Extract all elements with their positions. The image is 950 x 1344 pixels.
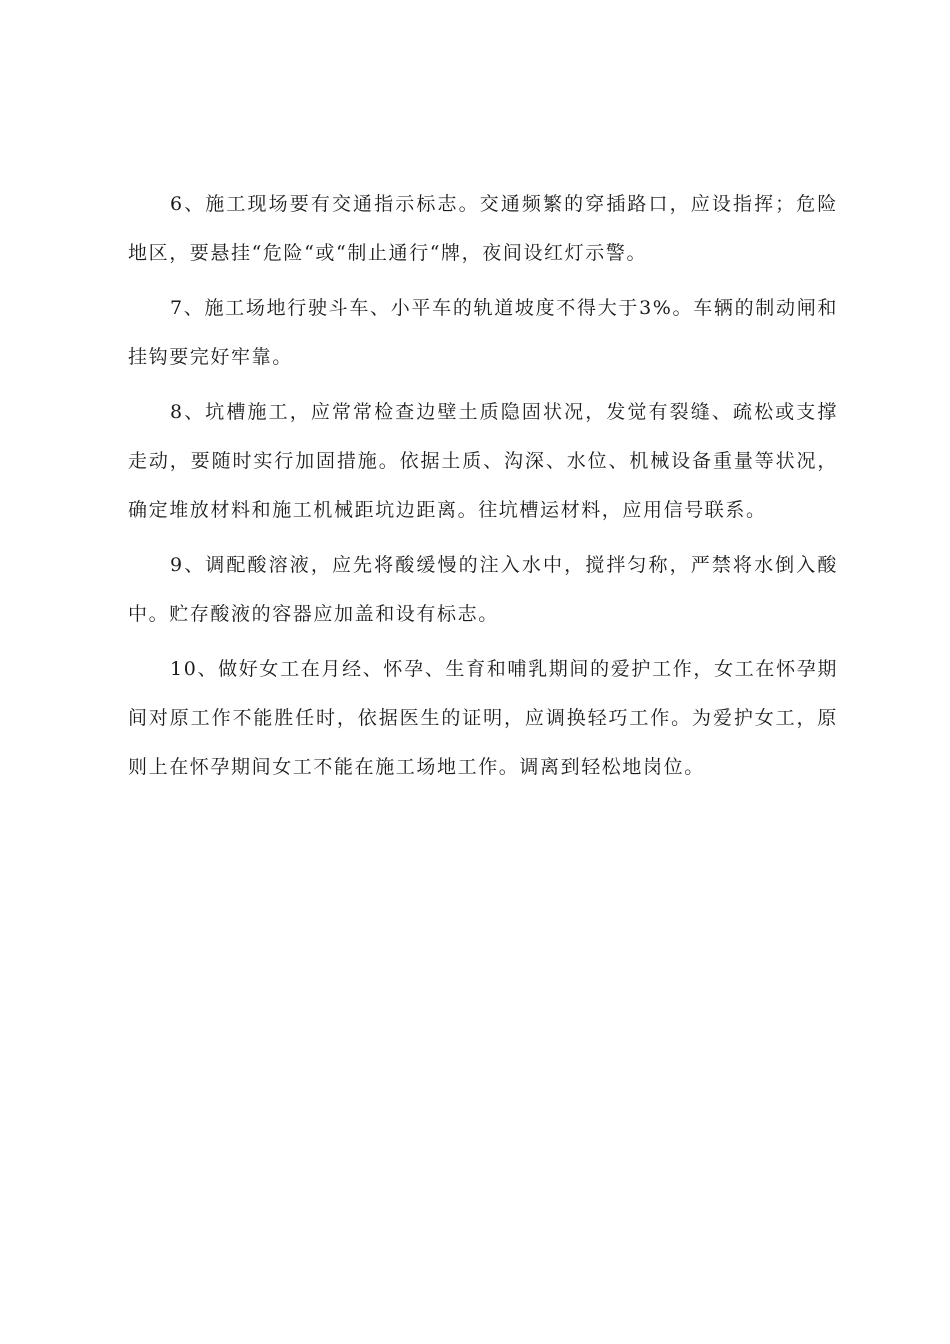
paragraph-item-8: 8、坑槽施工，应常常检查边壁土质隐固状况，发觉有裂缝、疏松或支撑走动，要随时实行加固措施。依据土质、沟深、水位、机械设备重量等状况，确定堆放材料和施工机械距坑边距离。往坑槽运材料，应用信号联系。: [128, 401, 838, 521]
paragraph-item-7: 7、施工场地行驶斗车、小平车的轨道坡度不得大于3%。车辆的制动闸和挂钩要完好牢靠。: [128, 297, 838, 368]
paragraph-item-10: 10、做好女工在月经、怀孕、生育和哺乳期间的爱护工作，女工在怀孕期间对原工作不能胜任时，依据医生的证明，应调换轻巧工作。为爱护女工，原则上在怀孕期间女工不能在施工场地工作。调离到轻松地岗位。: [128, 658, 838, 778]
document-body: [128, 180, 838, 798]
paragraph-item-9: 9、调配酸溶液，应先将酸缓慢的注入水中，搅拌匀称，严禁将水倒入酸中。贮存酸液的容器应加盖和设有标志。: [128, 554, 838, 625]
paragraph-item-6: 6、施工现场要有交通指示标志。交通频繁的穿插路口，应设指挥；危险地区，要悬挂“危险“或“制止通行“牌，夜间设红灯示警。: [128, 193, 838, 264]
